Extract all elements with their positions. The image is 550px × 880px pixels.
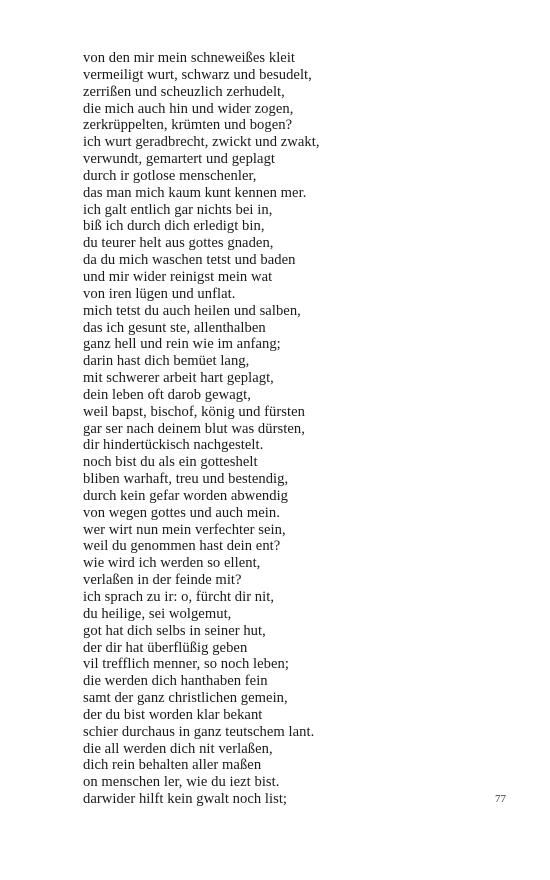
poem-line: mich tetst du auch heilen und salben, xyxy=(83,302,301,319)
poem-line: von iren lügen und unflat. xyxy=(83,285,236,302)
poem-line: biß ich durch dich erledigt bin, xyxy=(83,218,265,235)
poem-line: ich wurt geradbrecht, zwickt und zwakt, xyxy=(83,134,320,151)
poem-line: das ich gesunt ste, allenthalben xyxy=(83,319,266,336)
poem-line: der dir hat überflüßig geben xyxy=(83,639,248,656)
poem-line: weil du genommen hast dein ent? xyxy=(83,538,281,555)
poem-line: weil bapst, bischof, könig und fürsten xyxy=(83,403,305,420)
poem-line: die werden dich hanthaben fein xyxy=(83,673,268,690)
poem-line: noch bist du als ein gotteshelt xyxy=(83,454,258,471)
poem-line: die mich auch hin und wider zogen, xyxy=(83,100,294,117)
poem-line: da du mich waschen tetst und baden xyxy=(83,252,296,269)
poem-line: on menschen ler, wie du iezt bist. xyxy=(83,774,280,791)
poem-line: schier durchaus in ganz teutschem lant. xyxy=(83,723,315,740)
poem-line: durch ir gotlose menschenler, xyxy=(83,167,257,184)
poem-line: samt der ganz christlichen gemein, xyxy=(83,690,288,707)
poem-line: gar ser nach deinem blut was dürsten, xyxy=(83,420,305,437)
page-number: 77 xyxy=(495,793,506,805)
poem-line: wie wird ich werden so ellent, xyxy=(83,555,261,572)
poem-line: bliben warhaft, treu und bestendig, xyxy=(83,471,289,488)
poem-line: von wegen gottes und auch mein. xyxy=(83,504,280,521)
poem-line: mit schwerer arbeit hart geplagt, xyxy=(83,370,274,387)
poem-line: darwider hilft kein gwalt noch list; xyxy=(83,791,288,808)
poem-line: ich galt entlich gar nichts bei in, xyxy=(83,201,273,218)
poem-line: wer wirt nun mein verfechter sein, xyxy=(83,521,286,538)
poem-line: dich rein behalten aller maßen xyxy=(83,757,262,774)
poem-line: got hat dich selbs in seiner hut, xyxy=(83,622,266,639)
poem-line: verlaßen in der feinde mit? xyxy=(83,572,242,589)
poem-line: ganz hell und rein wie im anfang; xyxy=(83,336,281,353)
poem-line: von den mir mein schneweißes kleit xyxy=(83,50,296,66)
poem-line: durch kein gefar worden abwendig xyxy=(83,487,289,504)
poem-line: ich sprach zu ir: o, fürcht dir nit, xyxy=(83,589,275,605)
poem-line: du teurer helt aus gottes gnaden, xyxy=(83,235,274,252)
poem-line: dein leben oft darob gewagt, xyxy=(83,386,251,403)
poem-line: der du bist worden klar bekant xyxy=(83,706,263,723)
poem-line: dir hindertückisch nachgestelt. xyxy=(83,437,264,454)
poem-line: die all werden dich nit verlaßen, xyxy=(83,740,273,757)
poem-text-block xyxy=(83,50,513,808)
poem-line: vermeiligt wurt, schwarz und besudelt, xyxy=(83,66,312,83)
poem-line: du heilige, sei wolgemut, xyxy=(83,605,232,622)
poem-line: verwundt, gemartert und geplagt xyxy=(83,151,276,168)
poem-line: und mir wider reinigst mein wat xyxy=(83,268,273,285)
poem-line: zerkrüppelten, krümten und bogen? xyxy=(83,117,293,134)
poem-line: das man mich kaum kunt kennen mer. xyxy=(83,184,307,201)
poem-line: zerrißen und scheuzlich zerhudelt, xyxy=(83,83,285,100)
poem-line: darin hast dich bemüet lang, xyxy=(83,353,250,370)
poem-line: vil trefflich menner, so noch leben; xyxy=(83,656,290,673)
